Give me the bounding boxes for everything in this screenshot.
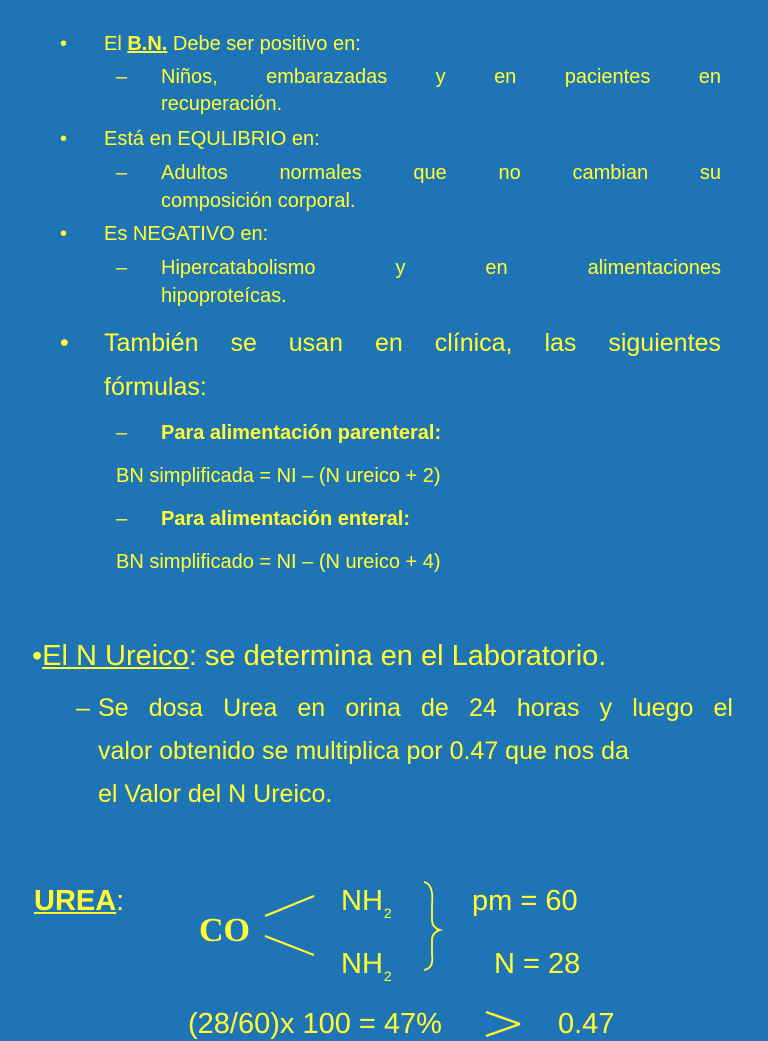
word: y — [599, 694, 613, 722]
word: Se — [98, 694, 129, 722]
urea-term: UREA — [34, 885, 117, 917]
equilibrium-examples-line2: composición corporal. — [161, 190, 356, 212]
word: cambian — [572, 162, 649, 184]
word: dosa — [148, 694, 203, 722]
word: y — [395, 257, 406, 279]
word: y — [435, 66, 446, 88]
arrow-right-icon — [486, 1012, 520, 1036]
percentage-calc: (28/60)x 100 = 47% — [188, 1008, 442, 1040]
word: normales — [279, 162, 362, 184]
word: en — [494, 66, 517, 88]
word: horas — [516, 694, 580, 722]
equilibrium-line: Está en EQULIBRIO en: — [104, 128, 320, 150]
sub-dash: – — [116, 422, 128, 444]
bullet-dot: • — [60, 33, 68, 55]
enteral-heading: Para alimentación enteral: — [161, 508, 410, 530]
urea-nitrogen-post: : se determina en el Laboratorio. — [188, 640, 607, 672]
negative-examples-line2: hipoproteícas. — [161, 285, 287, 307]
word: luego — [632, 694, 694, 722]
sub-dash: – — [116, 257, 128, 279]
nh2-upper: $NH_2$ — [341, 885, 392, 921]
word: en — [485, 257, 508, 279]
word: las — [544, 329, 577, 357]
word: siguientes — [608, 329, 721, 357]
word: pacientes — [564, 66, 651, 88]
sub-dash: – — [116, 162, 128, 184]
bn-positive-pre: El — [104, 33, 128, 55]
parenteral-formula: BN simplificada = NI – (N ureico + 2) — [116, 465, 441, 487]
word: que — [413, 162, 447, 184]
bullet-dot: • — [60, 329, 69, 357]
word: Niños, — [161, 66, 218, 88]
word: no — [498, 162, 521, 184]
positive-examples-line2: recuperación. — [161, 93, 283, 115]
bullet-dot: • — [60, 128, 68, 150]
word: orina — [345, 694, 401, 722]
co-group: CO — [199, 912, 250, 949]
molecular-weight: pm = 60 — [472, 885, 578, 917]
urea-label: UREA: — [34, 885, 125, 917]
word: su — [699, 162, 721, 184]
word: Adultos — [161, 162, 228, 184]
bn-positive-post: Debe ser positivo en: — [167, 33, 361, 55]
sub-dash: – — [116, 66, 128, 88]
negative-line: Es NEGATIVO en: — [104, 223, 269, 245]
urea-method-line2: valor obtenido se multiplica por 0.47 que nos da — [98, 737, 629, 765]
bn-term: B.N. — [127, 33, 168, 55]
sub-dash: – — [76, 694, 90, 722]
factor-result: 0.47 — [558, 1008, 615, 1040]
word: se — [230, 329, 257, 357]
nh2-lower: $NH_2$ — [341, 948, 392, 984]
word: embarazadas — [266, 66, 388, 88]
word: Urea — [223, 694, 278, 722]
sub-dash: – — [116, 508, 128, 530]
word: el — [713, 694, 733, 722]
word: Hipercatabolismo — [161, 257, 316, 279]
word: en — [297, 694, 326, 722]
word: de — [421, 694, 449, 722]
enteral-formula: BN simplificado = NI – (N ureico + 4) — [116, 551, 441, 573]
word: en — [698, 66, 721, 88]
nitrogen-weight: N = 28 — [494, 948, 581, 980]
parenteral-heading: Para alimentación parenteral: — [161, 422, 442, 444]
word: También — [104, 329, 199, 357]
word: usan — [288, 329, 343, 357]
formulas-intro-line2: fórmulas: — [104, 373, 207, 401]
word: 24 — [468, 694, 497, 722]
bullet-dot: • — [32, 640, 43, 672]
urea-nitrogen-term: El N Ureico — [42, 640, 189, 672]
word: clínica, — [434, 329, 513, 357]
bullet-dot: • — [60, 223, 68, 245]
urea-method-line3: el Valor del N Ureico. — [98, 780, 333, 808]
word: alimentaciones — [587, 257, 721, 279]
word: en — [374, 329, 403, 357]
